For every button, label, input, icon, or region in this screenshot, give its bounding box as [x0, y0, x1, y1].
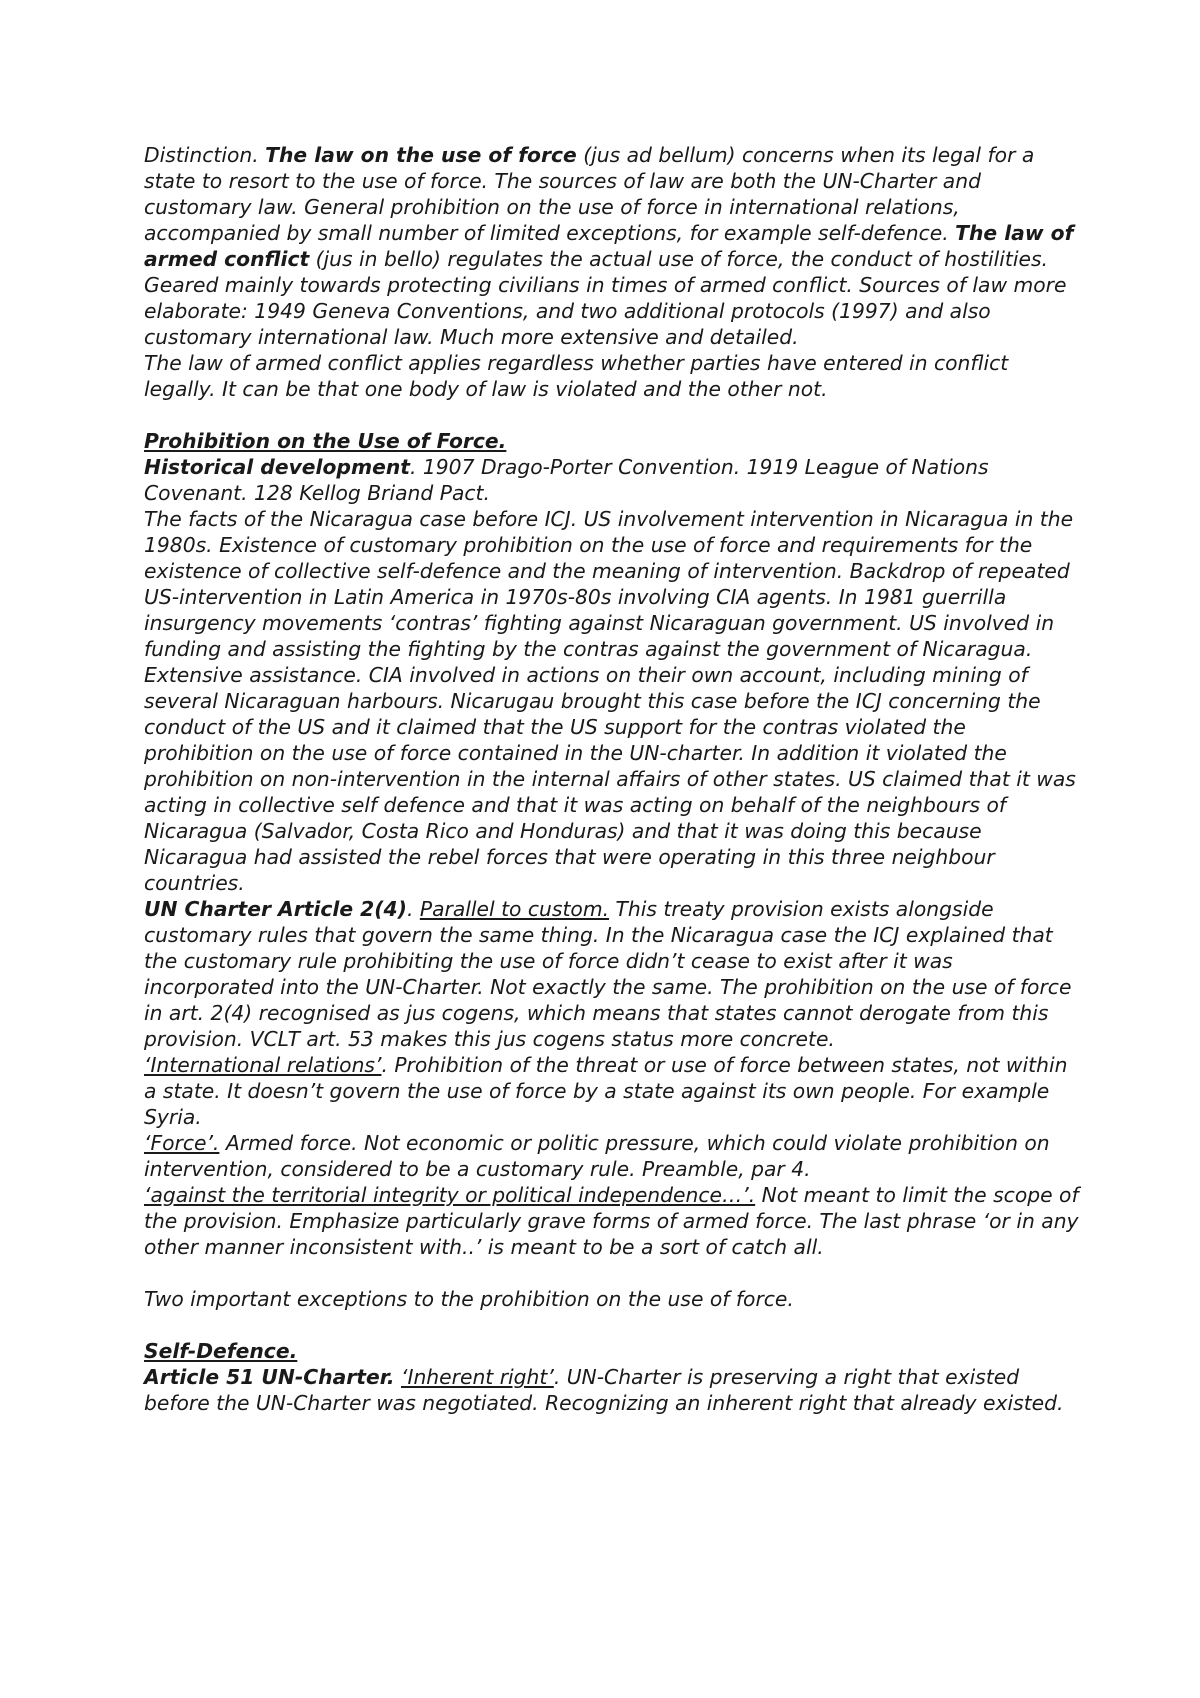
article-2-4-paragraph: [144, 896, 1079, 1052]
against-paragraph: [144, 1182, 1079, 1260]
intl-relations-text: . Prohibition of the threat or use of force between states, not within a state. It doesn’t govern the use of force by a state against its own people. For example Syria.: [144, 1053, 1068, 1129]
historical-paragraph: [144, 454, 1079, 506]
intl-relations-paragraph: [144, 1052, 1079, 1130]
inherent-term: ‘Inherent right’: [401, 1365, 554, 1389]
against-text: Not meant to limit the scope of the provision. Emphasize particularly grave forms of armed force. The last phrase ‘or in any other manner inconsistent with..’ is meant to be a sort of catch all.: [144, 1183, 1079, 1259]
intro-paragraph: [144, 142, 1079, 350]
self-defence-heading: Self-Defence.: [144, 1339, 298, 1363]
prohibition-heading: Prohibition on the Use of Force.: [144, 429, 507, 453]
armed-conflict-text: (jus in bello) regulates the actual use of force, the conduct of hostilities. Geared mainly towards protecting civilians in times of armed conflict. Sources of law more elaborate: 1949 Geneva Conventions, and two additional protocols (1997) and also customary international law. Much more extensive and detailed.: [144, 247, 1067, 349]
article-text: This treaty provision exists alongside customary rules that govern the same thing. In the Nicaragua case the ICJ explained that the customary rule prohibiting the use of force didn’t cease to exist after it was incorporated into the UN-Charter. Not exactly the same. The prohibition on the use of force in art. 2(4) recognised as jus cogens, which means that states cannot derogate from this provision. VCLT art. 53 makes this jus cogens status more concrete.: [144, 897, 1072, 1051]
exceptions-paragraph: Two important exceptions to the prohibition on the use of force.: [144, 1287, 794, 1311]
use-of-force-text: (jus ad bellum) concerns when its legal for a state to resort to the use of force. The sources of law are both the UN-Charter and customary law. General prohibition on the use of force in international relations, accompanied by small number of limited exceptions, for example self-defence.: [144, 143, 1035, 245]
against-term: ‘against the territorial integrity or political independence…’.: [144, 1183, 756, 1207]
historical-term: Historical development: [144, 455, 410, 479]
armed-conflict-term: The law of armed conflict: [144, 221, 1074, 271]
article-51-term: Article 51 UN-Charter.: [144, 1365, 395, 1389]
force-text: Armed force. Not economic or politic pressure, which could violate prohibition on intervention, considered to be a customary rule. Preamble, par 4.: [144, 1131, 1050, 1181]
distinction-lead: Distinction.: [144, 143, 266, 167]
spacer: [144, 402, 1079, 428]
intl-relations-term: ‘International relations’: [144, 1053, 382, 1077]
inherent-text: . UN-Charter is preserving a right that existed before the UN-Charter was negotiated. Recognizing an inherent right that already existed.: [144, 1365, 1064, 1415]
force-term: ‘Force’.: [144, 1131, 220, 1155]
parallel-term: Parallel to custom.: [419, 897, 610, 921]
article-2-4-term: UN Charter Article 2(4): [144, 897, 407, 921]
spacer: [144, 1312, 1079, 1338]
nicaragua-paragraph: The facts of the Nicaragua case before ICJ. US involvement intervention in Nicaragua in the 1980s. Existence of customary prohibition on the use of force and requirements for the existence of collective self-defence and the meaning of intervention. Backdrop of repeated US-intervention in Latin America in 1970s-80s involving CIA agents. In 1981 guerrilla insurgency movements ‘contras’ fighting against Nicaraguan government. US involved in funding and assisting the fighting by the contras against the government of Nicaragua. Extensive assistance. CIA involved in actions on their own account, including mining of several Nicaraguan harbours. Nicarugau brought this case before the ICJ concerning the conduct of the US and it claimed that the US support for the contras violated the prohibition on the use of force contained in the UN-charter. In addition it violated the prohibition on non-intervention in the internal affairs of other states. US claimed that it was acting in collective self defence and that it was acting on behalf of the neighbours of Nicaragua (Salvador, Costa Rico and Honduras) and that it was doing this because Nicaragua had assisted the rebel forces that were operating in this three neighbour countries.: [144, 507, 1076, 895]
document-page: [144, 142, 1079, 1416]
article-51-paragraph: [144, 1364, 1079, 1416]
article-sep: .: [406, 897, 420, 921]
historical-text: . 1907 Drago-Porter Convention. 1919 League of Nations Covenant. 128 Kellog Briand Pact.: [144, 455, 989, 505]
applies-paragraph: The law of armed conflict applies regardless whether parties have entered in conflict legally. It can be that one body of law is violated and the other not.: [144, 351, 1009, 401]
use-of-force-term: The law on the use of force: [265, 143, 577, 167]
force-paragraph: [144, 1130, 1079, 1182]
spacer: [144, 1260, 1079, 1286]
